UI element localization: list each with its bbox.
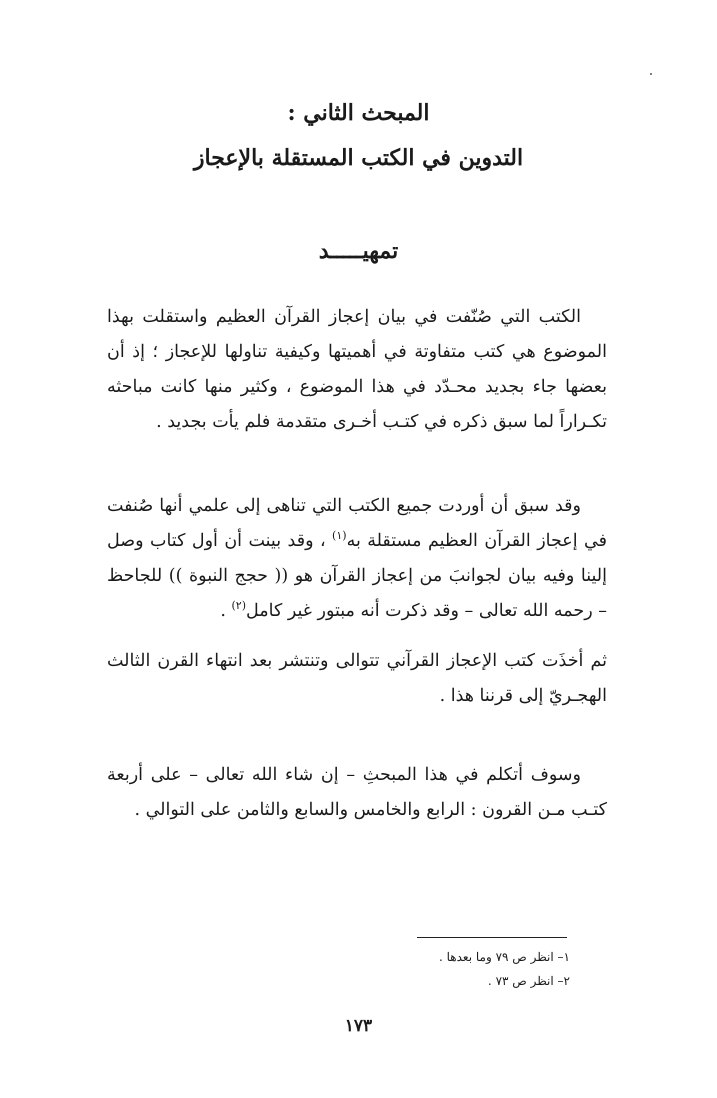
paragraph-previous-works bbox=[107, 489, 607, 629]
paragraph-text: وقد سبق أن أوردت جميع الكتب التي تناهى إلى علمي أنها صُنفت في إعجاز القرآن العظيم مستقلة به bbox=[107, 496, 607, 551]
section-title: المبحث الثاني : bbox=[287, 100, 430, 126]
footnote-divider bbox=[417, 937, 567, 938]
footnote-2: ٢– انظر ص ٧٣ . bbox=[487, 974, 570, 988]
footnote-ref-1: (١) bbox=[332, 529, 347, 543]
paragraph-intro: الكتب التي صُنّفت في بيان إعجاز القرآن العظيم واستقلت بهذا الموضوع هي كتب متفاوتة في أهميتها وكيفية تناولها للإعجاز ؛ إذ أن بعضها جاء بجديد محـدّد في هذا الموضوع ، وكثير منها كانت مباحثه تكـراراً لما سبق ذكره في كتـب أخـرى متقدمة فلم يأت بجديد . bbox=[107, 307, 607, 432]
paragraph-plan: وسوف أتكلم في هذا المبحثِ – إن شاء الله تعالى – على أربعة كتـب مـن القرون : الرابع والخامس والسابع والثامن على التوالي . bbox=[107, 765, 607, 820]
footnote-ref-2: (٢) bbox=[231, 599, 246, 613]
paragraph-spread: ثم أخذَت كتب الإعجاز القرآني تتوالى وتنتشر بعد انتهاء القرن الثالث الهجـريّ إلى قرننا هذا . bbox=[107, 651, 607, 706]
page-number: ١٧٣ bbox=[344, 1016, 373, 1036]
paragraph-text: ، وقد بينت أن أول كتاب وصل إلينا وفيه بيان لجوانبَ من إعجاز القرآن هو (( حجج النبوة )) للجاحظ – رحمه الله تعالى – وقد ذكرت أنه مبتور غير كامل bbox=[107, 531, 607, 621]
footnotes bbox=[380, 945, 570, 993]
footnote-1: ١– انظر ص ٧٩ وما بعدها . bbox=[439, 950, 570, 964]
scan-speck bbox=[650, 73, 652, 75]
paragraph-text: . bbox=[220, 601, 226, 621]
intro-heading: تمهيـــــد bbox=[318, 238, 399, 264]
section-subtitle: التدوين في الكتب المستقلة بالإعجاز bbox=[193, 145, 524, 171]
